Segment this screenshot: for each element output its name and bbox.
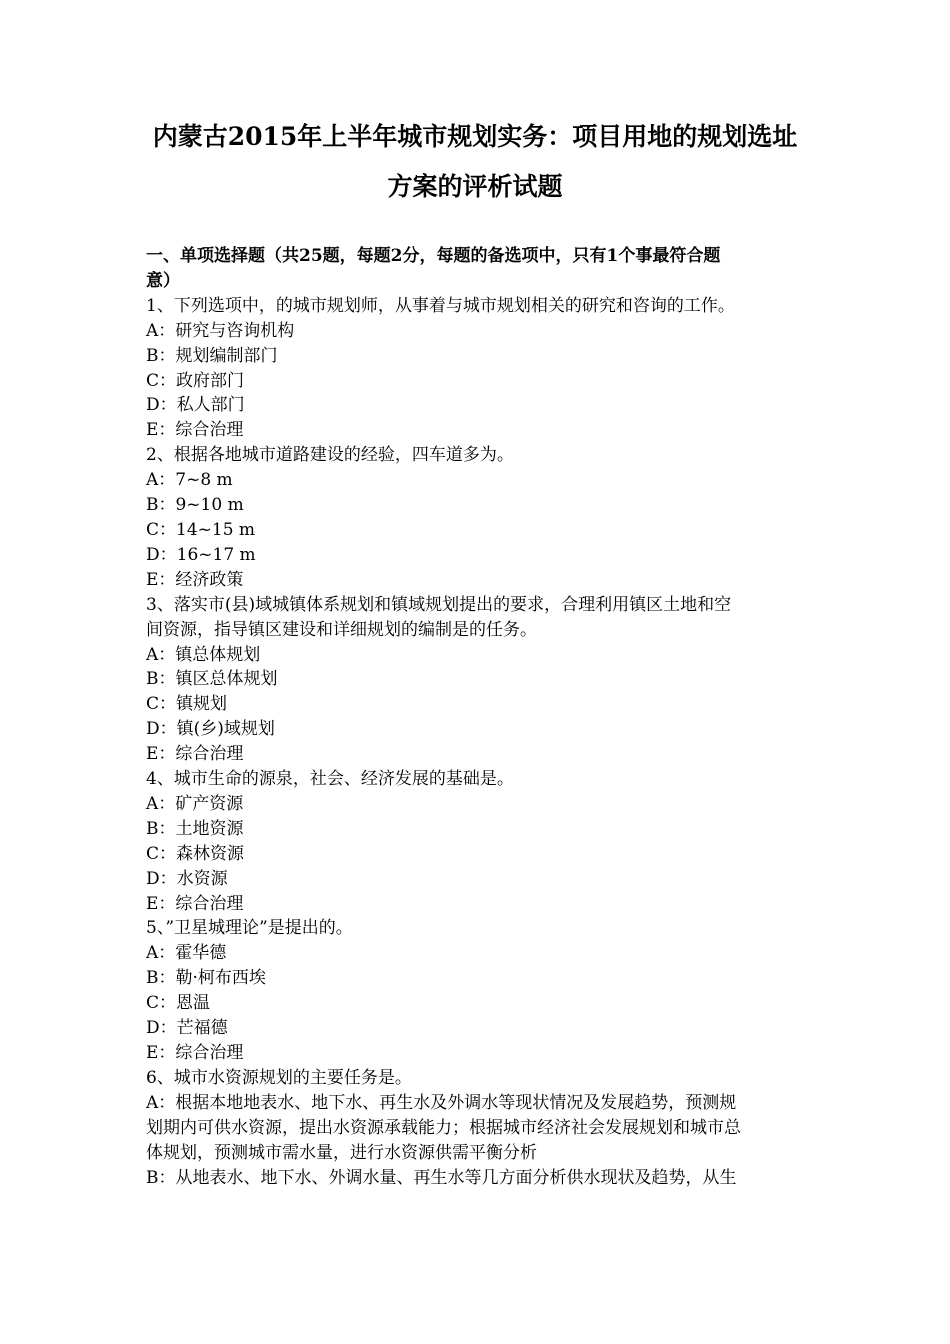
question-2-option-e: E：经济政策 — [146, 569, 244, 590]
question-1-option-c: C：政府部门 — [146, 370, 245, 391]
question-3-line-1: 3、落实市(县)域城镇体系规划和镇域规划提出的要求，合理利用镇区土地和空 — [146, 594, 732, 615]
question-2-option-d: D：16~17 m — [146, 544, 256, 565]
section-heading-line-2: 意） — [146, 270, 180, 291]
question-2-option-b: B：9~10 m — [146, 495, 244, 516]
document-title-line-1: 内蒙古2015年上半年城市规划实务：项目用地的规划选址 — [152, 122, 798, 151]
section-heading-line-1: 一、单项选择题（共25题，每题2分，每题的备选项中，只有1个事最符合题 — [146, 246, 721, 266]
question-1-option-e: E：综合治理 — [146, 420, 244, 441]
question-6-option-a-line-1: A：根据本地地表水、地下水、再生水及外调水等现状情况及发展趋势，预测规 — [146, 1092, 737, 1113]
question-3-option-a: A：镇总体规划 — [146, 644, 261, 665]
question-1-option-d: D：私人部门 — [146, 395, 245, 416]
question-5: 5、”卫星城理论”是提出的。 — [146, 918, 353, 939]
question-1-option-a: A：研究与咨询机构 — [146, 320, 295, 341]
question-6: 6、城市水资源规划的主要任务是。 — [146, 1067, 412, 1088]
question-1-option-b: B：规划编制部门 — [146, 345, 278, 366]
question-3-line-2: 间资源，指导镇区建设和详细规划的编制是的任务。 — [146, 619, 537, 640]
question-5-option-b: B：勒·柯布西埃 — [146, 968, 266, 989]
question-3-option-d: D：镇(乡)域规划 — [146, 719, 275, 740]
question-3-option-c: C：镇规划 — [146, 694, 228, 715]
question-4-option-b: B：土地资源 — [146, 818, 244, 839]
question-6-option-a-line-2: 划期内可供水资源，提出水资源承载能力；根据城市经济社会发展规划和城市总 — [146, 1117, 741, 1138]
question-5-option-a: A：霍华德 — [146, 943, 227, 964]
question-5-option-d: D：芒福德 — [146, 1018, 228, 1039]
document-title-line-2: 方案的评析试题 — [387, 172, 563, 201]
question-2-option-a: A：7~8 m — [146, 470, 233, 491]
question-4-option-a: A：矿产资源 — [146, 793, 244, 814]
question-2-option-c: C：14~15 m — [146, 519, 256, 540]
question-6-option-b-line-1: B：从地表水、地下水、外调水量、再生水等几方面分析供水现状及趋势，从生 — [146, 1167, 737, 1188]
question-4: 4、城市生命的源泉，社会、经济发展的基础是。 — [146, 769, 514, 790]
question-4-option-e: E：综合治理 — [146, 893, 244, 914]
document-body — [146, 244, 810, 1190]
question-4-option-c: C：森林资源 — [146, 843, 245, 864]
question-5-option-e: E：综合治理 — [146, 1043, 244, 1063]
question-3-option-b: B：镇区总体规划 — [146, 669, 278, 690]
question-3-option-e: E：综合治理 — [146, 744, 244, 765]
question-6-option-a-line-3: 体规划，预测城市需水量，进行水资源供需平衡分析 — [146, 1142, 537, 1163]
question-1: 1、下列选项中，的城市规划师，从事着与城市规划相关的研究和咨询的工作。 — [146, 295, 735, 316]
question-2: 2、根据各地城市道路建设的经验，四车道多为。 — [146, 445, 514, 466]
question-4-option-d: D：水资源 — [146, 868, 228, 889]
question-5-option-c: C：恩温 — [146, 993, 211, 1014]
